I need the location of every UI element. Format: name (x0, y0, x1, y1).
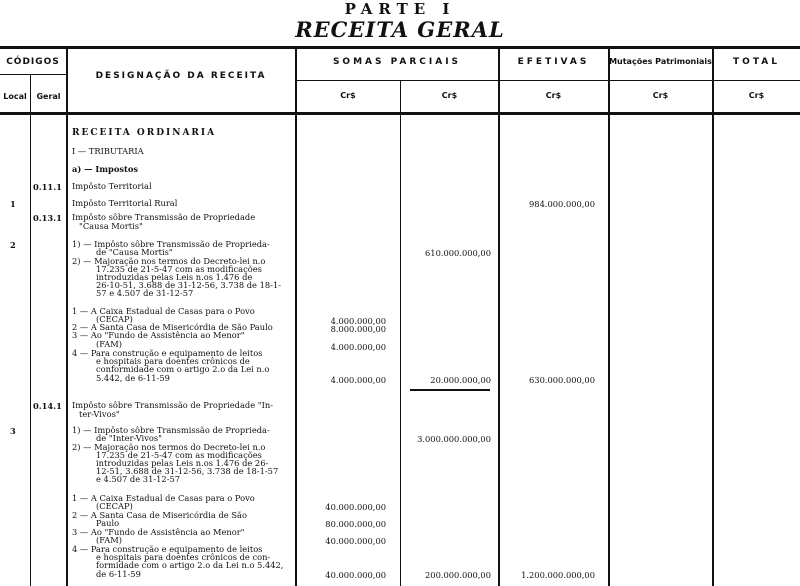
item-text: 12-51, 3.688 de 31-12-56, 3.738 de 18-1-57 (96, 466, 279, 476)
value-parcial: 40.000.000,00 (325, 536, 386, 546)
header-mutacoes: Mutações Patrimoniais (609, 57, 712, 66)
currency-total: Cr$ (748, 91, 765, 100)
value-parcial: 8.000.000,00 (330, 324, 386, 334)
item-text: 5.442, de 6-11-59 (96, 373, 170, 383)
item-text: (CECAP) (96, 314, 133, 324)
section-receita-ordinaria: RECEITA ORDINARIA (72, 128, 217, 138)
currency-row-rule (296, 80, 800, 81)
value-soma: 200.000.000,00 (425, 570, 491, 580)
item-text: (FAM) (96, 339, 122, 349)
code-geral: 0.11.1 (33, 182, 62, 192)
item-title: Impôsto Territorial (72, 181, 152, 191)
header-codigos: CÓDIGOS (6, 57, 60, 67)
item-text: 17.235 de 21-5-47 com as modificações (96, 264, 262, 274)
value-efetiva: 630.000.000,00 (529, 375, 595, 385)
item-text: 2 — A Santa Casa de Misericórdia de São Paulo (72, 322, 273, 332)
item-text: 1 — A Caixa Estadual de Casas para o Povo (72, 306, 255, 316)
sum-underline (410, 389, 490, 391)
item-text: de 6-11-59 (96, 569, 141, 579)
item-text: de "Causa Mortis" (96, 247, 173, 257)
item-text: 1) — Impôsto sôbre Transmissão de Proprieda- (72, 239, 270, 249)
part-title: PARTE I (344, 0, 456, 18)
value-parcial: 4.000.000,00 (330, 316, 386, 326)
item-text: Impôsto Territorial Rural (72, 198, 178, 208)
item-text: Paulo (96, 518, 120, 528)
header-total: TOTAL (733, 57, 780, 67)
currency-mutacoes: Cr$ (652, 91, 669, 100)
value-parcial: 40.000.000,00 (325, 502, 386, 512)
codigos-divider (0, 74, 66, 75)
item-text: 2) — Majoração nos termos do Decreto-lei n.o (72, 442, 266, 452)
value-efetiva: 984.000.000,00 (529, 199, 595, 209)
header-somas-parciais: SOMAS PARCIAIS (332, 57, 462, 67)
item-title: "Causa Mortis" (79, 221, 143, 231)
item-text: 2 — A Santa Casa de Misericórdia de São (72, 510, 247, 520)
code-local: 2 (10, 240, 16, 250)
item-text: (CECAP) (96, 501, 133, 511)
item-text: 1) — Impôsto sôbre Transmissão de Proprieda- (72, 425, 270, 435)
item-text: 3 — Ao "Fundo de Assistência ao Menor" (72, 330, 245, 340)
header-efetivas: EFETIVAS (517, 57, 590, 67)
header-geral: Geral (36, 92, 61, 101)
item-text: 1 — A Caixa Estadual de Casas para o Povo (72, 493, 255, 503)
code-geral: 0.14.1 (33, 401, 62, 411)
item-text: introduzidas pelas Leis n.os 1.476 de 26- (96, 458, 269, 468)
item-text: conformidade com o artigo 2.o da Lei n.o (96, 364, 270, 374)
item-text: e hospitais para doentes crônicos de (96, 356, 250, 366)
item-text: 4 — Para construção e equipamento de leitos (72, 348, 263, 358)
section-impostos: a) — Impostos (72, 164, 139, 174)
col-line-local (30, 74, 31, 586)
item-title: ter-Vivos" (79, 409, 120, 419)
item-text: 2) — Majoração nos termos do Decreto-lei n.o (72, 256, 266, 266)
item-text: 57 e 4.507 de 31-12-57 (96, 288, 194, 298)
col-line-somas2 (498, 46, 500, 586)
header-top-rule (0, 46, 800, 49)
code-local: 1 (10, 199, 16, 209)
code-geral: 0.13.1 (33, 213, 62, 223)
col-line-geral (66, 46, 68, 586)
item-text: de "Inter-Vivos" (96, 433, 162, 443)
item-text: introduzidas pelas Leis n.os 1.476 de (96, 272, 253, 282)
item-text: 17.235 de 21-5-47 com as modificações (96, 450, 262, 460)
col-line-somas1 (400, 80, 401, 586)
page-title: RECEITA GERAL (295, 17, 505, 42)
item-text: (FAM) (96, 535, 122, 545)
value-parcial: 4.000.000,00 (330, 375, 386, 385)
header-designacao: DESIGNAÇÃO DA RECEITA (95, 71, 267, 81)
header-local: Local (3, 92, 27, 101)
currency-somas1: Cr$ (340, 91, 356, 100)
value-parcial: 40.000.000,00 (325, 570, 386, 580)
col-line-efetivas (608, 46, 610, 586)
item-text: 26-10-51, 3.688 de 31-12-56, 3.738 de 18-1- (96, 280, 282, 290)
item-text: 3 — Ao "Fundo de Assistência ao Menor" (72, 527, 245, 537)
value-soma: 20.000.000,00 (430, 375, 491, 385)
item-text: e hospitais para doentes crônicos de con- (96, 552, 271, 562)
value-parcial: 4.000.000,00 (330, 342, 386, 352)
value-efetiva: 1.200.000.000,00 (521, 570, 595, 580)
code-local: 3 (10, 426, 16, 436)
item-text: 4 — Para construção e equipamento de leitos (72, 544, 263, 554)
currency-somas2: Cr$ (441, 91, 458, 100)
currency-efetivas: Cr$ (545, 91, 562, 100)
value-parcial: 610.000.000,00 (425, 248, 491, 258)
section-tributaria: I — TRIBUTARIA (72, 146, 144, 156)
col-line-mutacoes (712, 46, 714, 586)
item-title: Impôsto sôbre Transmissão de Propriedade "In- (72, 400, 274, 410)
value-parcial: 3.000.000.000,00 (417, 434, 491, 444)
value-parcial: 80.000.000,00 (325, 519, 386, 529)
item-text: e 4.507 de 31-12-57 (96, 474, 181, 484)
item-text: formidade com o artigo 2.o da Lei n.o 5.442, (96, 560, 284, 570)
item-title: Impôsto sôbre Transmissão de Propriedade (72, 212, 256, 222)
